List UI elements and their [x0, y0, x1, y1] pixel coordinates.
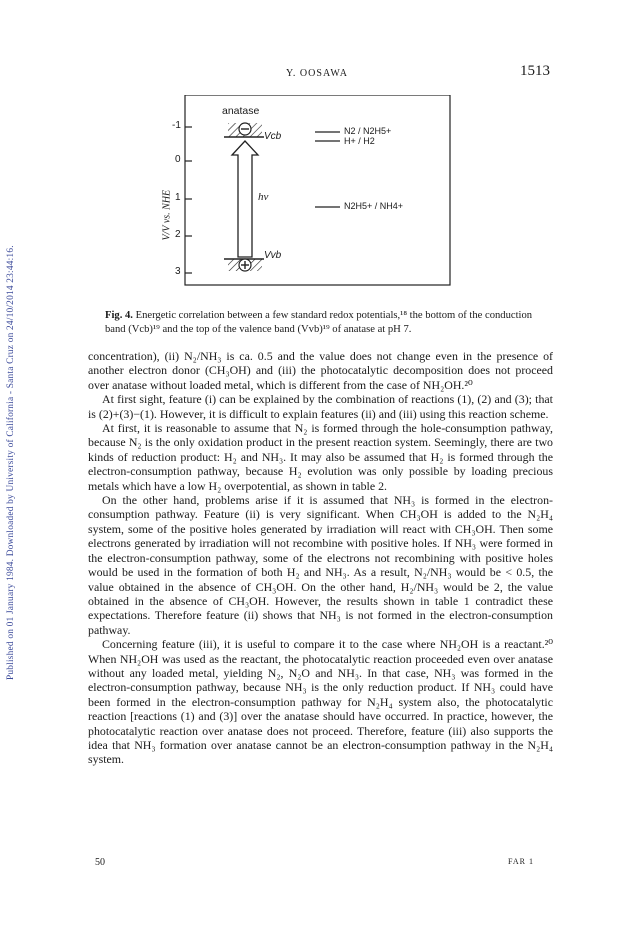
tick-label-2: 2: [175, 229, 181, 240]
valence-band-label: Vvb: [264, 250, 282, 261]
excitation-arrow: [232, 141, 258, 257]
conduction-band-label: Vcb: [264, 131, 282, 142]
paragraph: Concerning feature (iii), it is useful to compare it to the case where NH₂OH is a reactant.²⁰ When NH₂OH was used as the reactant, the photocatalytic reaction proceeded even over anatase without any loaded metal, yielding N₂, N₂O and NH₃. In that case, NH₃ was formed in the electron-consumption pathway, because NH₃ is the only reduction product. If NH₃ could have been formed in the electron-consumption pathway for N₂H₄ system also, the photocatalytic reaction [reactions (1) and (3)] over the anatase should have occurred. In practice, however, the photocatalytic reaction over anatase does not proceed. Therefore, feature (iii) also supports the idea that NH₃ formation over anatase cannot be an electron-consumption pathway in the N₂H₄ system.: [88, 637, 553, 767]
energy-diagram-svg: [150, 95, 460, 295]
paragraph: At first sight, feature (i) can be explained by the combination of reactions (1), (2) and (3); that is (2)+(3)−(1). However, it is difficult to explain features (ii) and (iii) using this reaction scheme.: [88, 392, 553, 421]
figure-caption-text: Energetic correlation between a few standard redox potentials,¹⁸ the bottom of the conduction band (Vcb)¹⁹ and the top of the valence band (Vvb)¹⁹ of anatase at pH 7.: [105, 310, 533, 335]
y-axis-label: V/V vs. NHE: [161, 189, 173, 241]
tick-label-3: 3: [175, 266, 181, 277]
couple-h-h2: H+ / H2: [344, 136, 375, 146]
tick-label-0: 0: [175, 154, 181, 165]
footer-number: 50: [95, 857, 105, 868]
paragraph: At first, it is reasonable to assume that N₂ is formed through the hole-consumption pathway, because N₂ is the only oxidation product in the present reaction system. Seemingly, there are two kinds of reduction product: H₂ and NH₃. It may also be assumed that H₂ is formed through the electron-consumption pathway, because H₂ evolution was only possible by loading precious metals which have a low H₂ overpotential, as shown in table 2.: [88, 421, 553, 493]
photon-energy-label: hν: [258, 191, 269, 203]
download-provenance-note: Published on 01 January 1984. Downloaded by University of California - Santa Cruz on 24/10/2014 23:44:16.: [6, 245, 16, 680]
couple-n2-n2h5: N2 / N2H5+: [344, 126, 392, 136]
tick-label-1: 1: [175, 192, 181, 203]
running-header-author: Y. OOSAWA: [286, 68, 348, 79]
tick-label-minus1: -1: [172, 120, 181, 131]
paragraph: concentration), (ii) N₂/NH₃ is ca. 0.5 and the value does not change even in the presence of another electron donor (CH₃OH) and (iii) the photocatalytic decomposition does not proceed over anatase without loaded metal, which is different from the case of NH₂OH.²⁰: [88, 349, 553, 392]
couple-n2h5-nh4: N2H5+ / NH4+: [344, 201, 404, 211]
paragraph: On the other hand, problems arise if it is assumed that NH₃ is formed in the electron-consumption pathway. Feature (ii) is very significant. When CH₃OH is added to the N₂H₄ system, some of the positive holes generated by irradiation will react with CH₃OH. Then some electrons generated by irradiation will not recombine with positive holes. If NH₃ were formed in the electron-consumption pathway, some of the electrons not recombining with positive holes would be used in the formation of both H₂ and NH₃. As a result, N₂/NH₃ would be < 0.5, the value obtained in the absence of CH₃OH. On the other hand, H₂/NH₃ would be 2, the value obtained in the absence of CH₃OH. However, the results shown in table 1 contradict these expectations. Therefore feature (ii) shows that NH₃ is not formed in the electron-consumption pathway.: [88, 493, 553, 637]
footer-journal-code: FAR 1: [508, 857, 534, 866]
energy-diagram-figure: [150, 95, 460, 295]
diagram-frame: [185, 95, 450, 285]
figure-caption-label: Fig. 4.: [105, 310, 133, 321]
body-text: [88, 349, 553, 767]
material-label: anatase: [222, 105, 260, 117]
figure-caption: [105, 309, 545, 336]
page-number: 1513: [520, 63, 550, 79]
